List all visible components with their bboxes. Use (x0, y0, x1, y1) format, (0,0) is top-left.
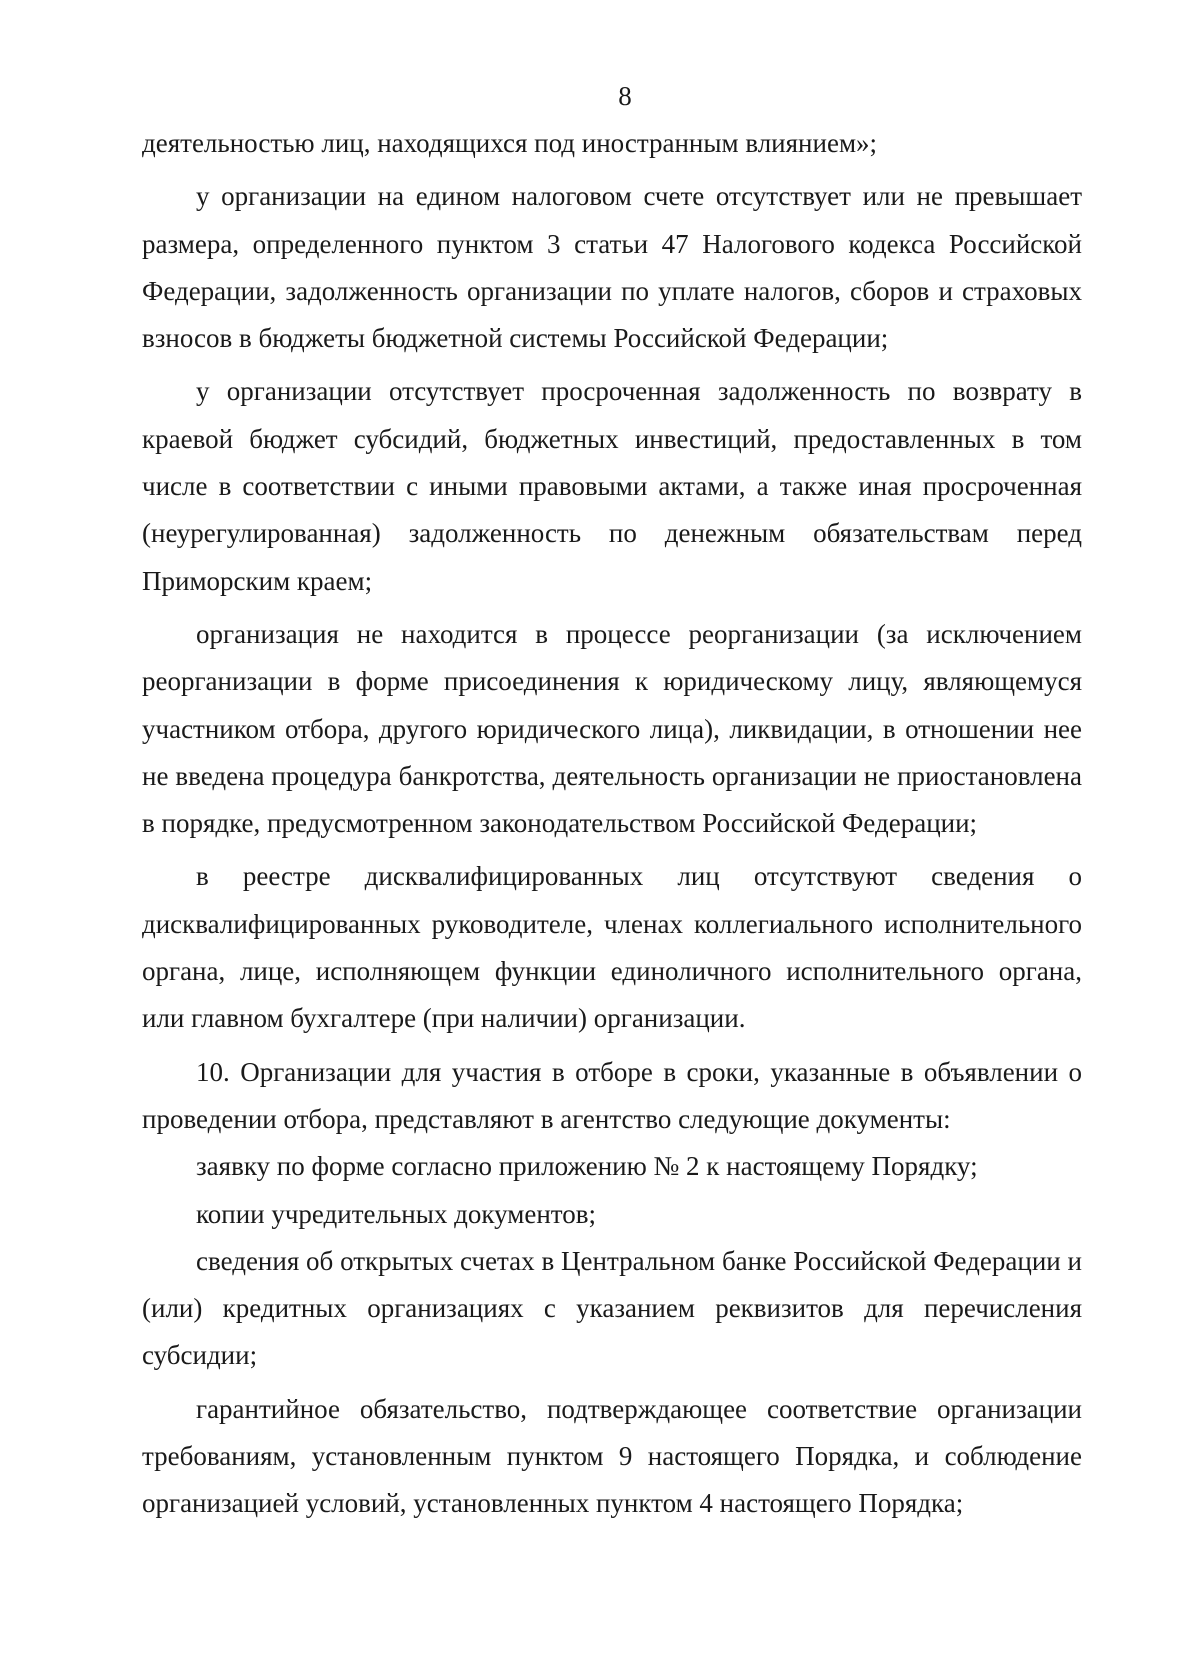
paragraph-tax-debt: у организации на едином налоговом счете отсутствует или не превышает размера, определенного пунктом 3 статьи 47 Налогового кодекса Российской Федерации, задолженность организации по уплате налогов, сборов и страховых взносов в бюджеты бюджетной системы Российской Федерации; (142, 181, 1082, 354)
list-item-bank-accounts: сведения об открытых счетах в Центральном банке Российской Федерации и (или) кредитных организациях с указанием реквизитов для перечисления субсидии; (142, 1245, 1082, 1371)
document-page (142, 78, 1082, 1528)
page-number: 8 (618, 81, 632, 111)
list-item-guarantee: гарантийное обязательство, подтверждающее соответствие организации требованиям, установленным пунктом 9 настоящего Порядка, и соблюдение организацией условий, установленных пунктом 4 настоящего Порядка; (142, 1393, 1082, 1519)
list-item-application: заявку по форме согласно приложению № 2 к настоящему Порядку; (196, 1151, 978, 1182)
paragraph-reorganization: организация не находится в процессе реорганизации (за исключением реорганизации в форме присоединения к юридическому лицу, являющемуся участником отбора, другого юридического лица), ликвидации, в отношении нее не введена процедура банкротства, деятельность организации не приостановлена в порядке, предусмотренном законодательством Российской Федерации; (142, 618, 1082, 839)
paragraph-disqualified-register: в реестре дисквалифицированных лиц отсутствуют сведения о дисквалифицированных руководителе, членах коллегиального исполнительного органа, лице, исполняющем функции единоличного исполнительного органа, или главном бухгалтере (при наличии) организации. (142, 861, 1082, 1034)
paragraph-continuation: деятельностью лиц, находящихся под иностранным влиянием»; (142, 128, 878, 158)
paragraph-section-10: 10. Организации для участия в отборе в сроки, указанные в объявлении о проведении отбора, представляют в агентство следующие документы: (142, 1056, 1082, 1134)
list-item-founding-documents: копии учредительных документов; (196, 1198, 596, 1229)
paragraph-overdue-debt: у организации отсутствует просроченная задолженность по возврату в краевой бюджет субсидий, бюджетных инвестиций, предоставленных в том числе в соответствии с иными правовыми актами, а также иная просроченная (неурегулированная) задолженность по денежным обязательствам перед Приморским краем; (142, 376, 1082, 596)
